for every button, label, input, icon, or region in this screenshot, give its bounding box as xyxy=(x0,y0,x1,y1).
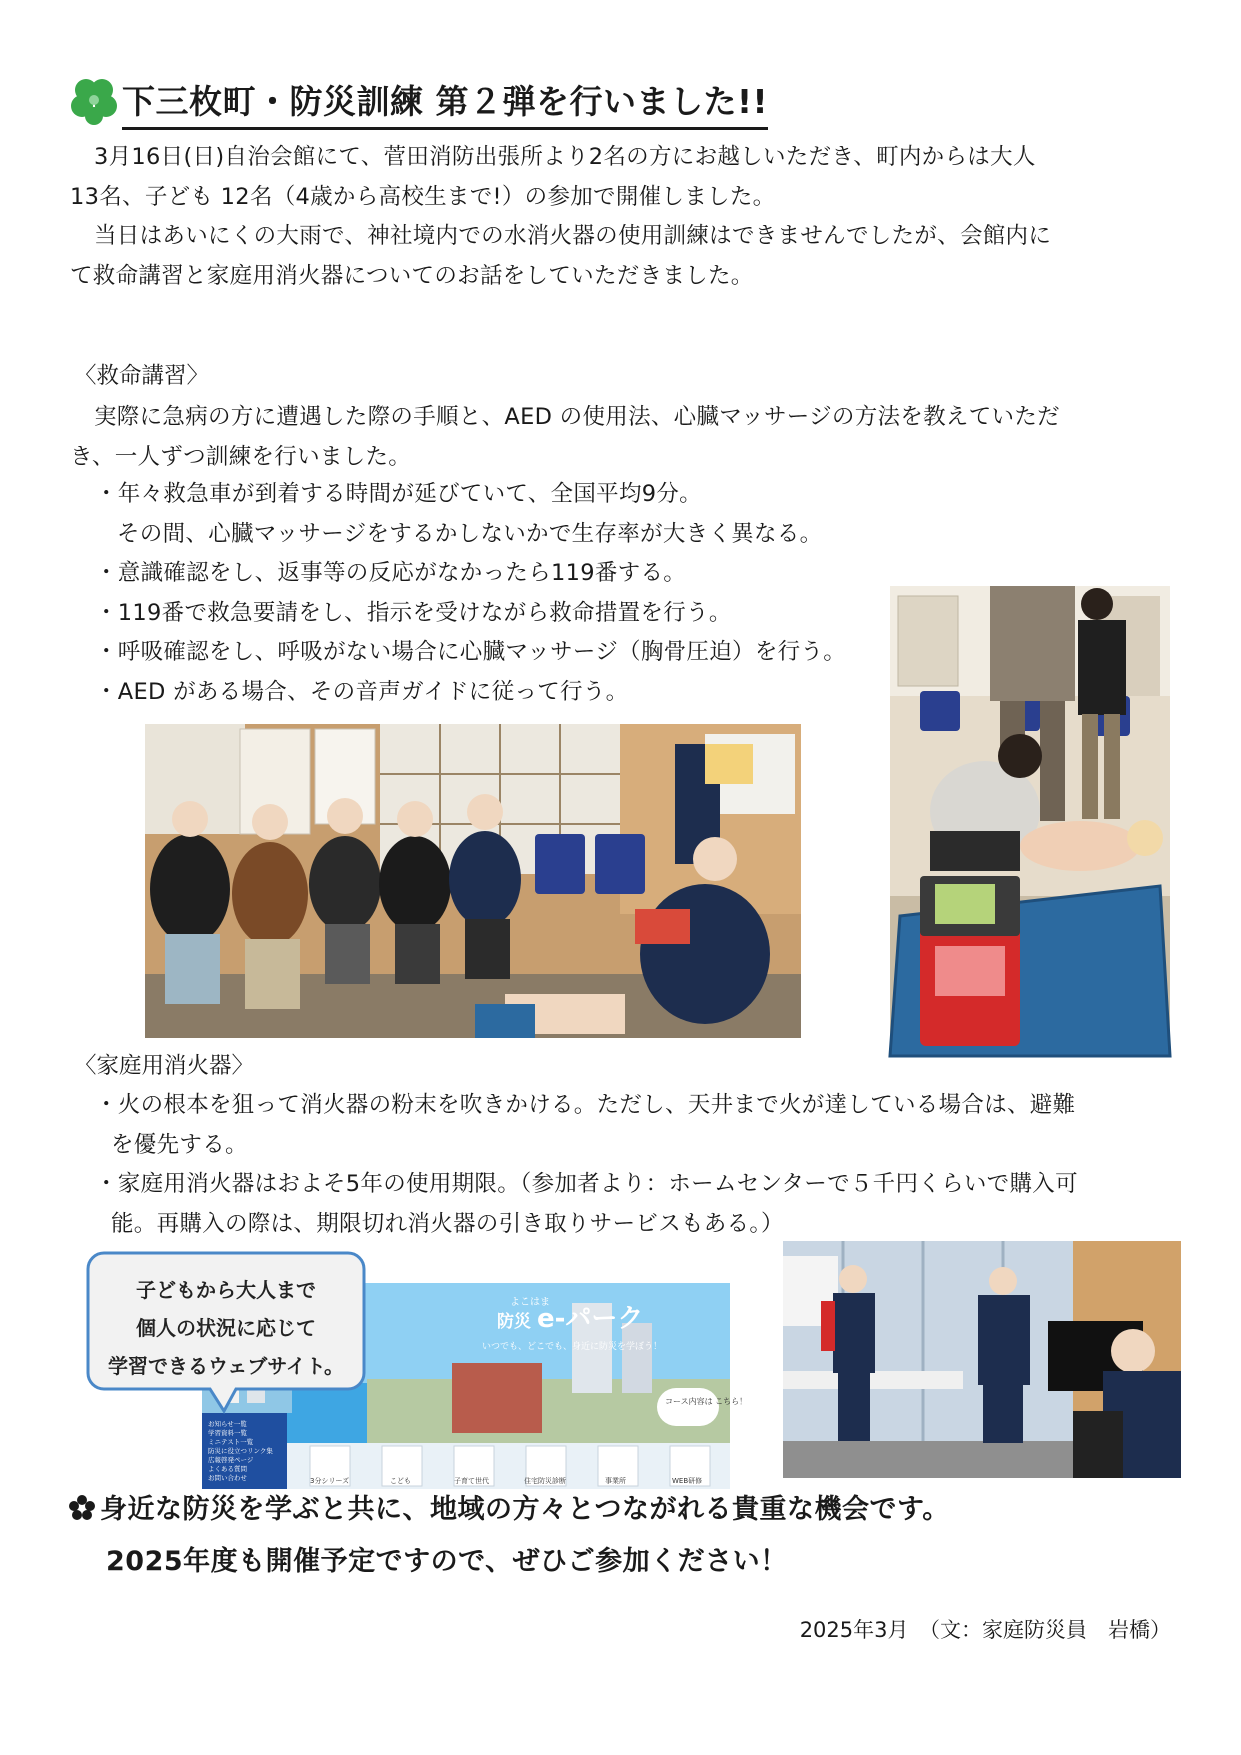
site-tagline: いつでも、どこでも、身近に防災を学ぼう！ xyxy=(482,1342,663,1352)
bubble-line: 個人の状況に応じて xyxy=(136,1316,316,1340)
site-link[interactable]: ミニテスト一覧 xyxy=(208,1438,254,1446)
site-tile[interactable]: 子育て世代 xyxy=(454,1477,489,1485)
site-tile[interactable]: 3分シリーズ xyxy=(310,1477,350,1485)
bullet-item: ・家庭用消火器はおよそ5年の使用期限。（参加者より：ホームセンターで５千円くらいで購入可 xyxy=(95,1171,1078,1198)
intro-line: て救命講習と家庭用消火器についてのお話をしていただきました。 xyxy=(70,262,754,289)
cpr-practice-photo xyxy=(890,586,1170,1056)
closing-text: 身近な防災を学ぶと共に、地域の方々とつながれる貴重な機会です。 xyxy=(100,1494,950,1525)
bullet-item: ・呼吸確認をし、呼吸がない場合に心臓マッサージ（胸骨圧迫）を行う。 xyxy=(95,639,847,666)
bullet-item: ・119番で救急要請をし、指示を受けながら救命措置を行う。 xyxy=(95,599,732,626)
site-link[interactable]: 学習資料一覧 xyxy=(208,1429,247,1437)
closing-line-1 xyxy=(68,1484,950,1536)
bubble-line: 学習できるウェブサイト。 xyxy=(108,1354,344,1378)
extinguisher-heading: 〈家庭用消火器〉 xyxy=(74,1053,255,1079)
extinguisher-bullets xyxy=(95,1086,1078,1244)
site-link[interactable]: 防災に役立つリンク集 xyxy=(208,1447,273,1455)
bullet-item: を優先する。 xyxy=(111,1131,248,1158)
site-tile[interactable]: こども xyxy=(390,1477,411,1485)
bullet-item: ・年々救急車が到着する時間が延びていて、全国平均9分。 xyxy=(95,481,702,507)
lifesaving-heading: 〈救命講習〉 xyxy=(74,363,210,389)
site-link[interactable]: お知らせ一覧 xyxy=(208,1420,247,1428)
lifesaving-bullets xyxy=(95,475,846,713)
lecture-photo xyxy=(145,724,801,1038)
bullet-item: その間、心臓マッサージをするかしないかで生存率が大きく異なる。 xyxy=(117,520,823,547)
bullet-item: ・AED がある場合、その音声ガイドに従って行う。 xyxy=(95,678,629,705)
bullet-item: 能。再購入の際は、期限切れ消火器の引き取りサービスもある。） xyxy=(111,1210,784,1237)
site-tile[interactable]: 住宅防災診断 xyxy=(524,1477,566,1485)
lifesaving-line: 実際に急病の方に遭遇した際の手順と、AED の使用法、心臓マッサージの方法を教えていただ xyxy=(94,404,1060,430)
site-tile[interactable]: WEB研修 xyxy=(672,1477,703,1485)
intro-line: 3月16日(日)自治会館にて、菅田消防出張所より2名の方にお越しいただき、町内からは大人 xyxy=(94,144,1036,170)
lifesaving-paragraph xyxy=(70,398,1180,477)
speech-bubble xyxy=(86,1249,374,1417)
closing-text: 2025年度も開催予定ですので、ぜひご参加ください！ xyxy=(106,1546,788,1577)
signoff: 2025年3月 （文：家庭防災員 岩橋） xyxy=(799,1618,1171,1642)
bullet-item: ・火の根本を狙って消火器の粉末を吹きかける。ただし、天井まで火が達している場合は、避難 xyxy=(95,1092,1076,1118)
site-link[interactable]: よくある質問 xyxy=(208,1465,247,1473)
site-link[interactable]: お問い合わせ xyxy=(208,1474,247,1482)
site-top-small: よこはま xyxy=(510,1297,550,1308)
intro-paragraph xyxy=(70,138,1180,296)
site-tile[interactable]: 事業所 xyxy=(605,1477,626,1485)
extinguisher-talk-photo xyxy=(783,1241,1181,1478)
closing-message xyxy=(68,1484,950,1588)
flower-icon xyxy=(68,1494,96,1522)
intro-line: 当日はあいにくの大雨で、神社境内での水消火器の使用訓練はできませんでしたが、会館内に xyxy=(94,223,1052,250)
site-link[interactable]: 広報啓発ページ xyxy=(208,1456,254,1464)
intro-line: 13名、子ども 12名（4歳から高校生まで!）の参加で開催しました。 xyxy=(70,183,776,210)
page-title: 下三枚町・防災訓練 第２弾を行いました!! xyxy=(122,76,768,130)
site-brand: e-パーク xyxy=(537,1304,644,1334)
clover-icon xyxy=(64,72,124,132)
lifesaving-line: き、一人ずつ訓練を行いました。 xyxy=(70,443,412,470)
bullet-item: ・意識確認をし、返事等の反応がなかったら119番する。 xyxy=(95,560,687,587)
site-brand-left: 防災 xyxy=(497,1312,531,1332)
bubble-line: 子どもから大人まで xyxy=(136,1278,316,1302)
course-note: コース内容は こちら！ xyxy=(665,1397,748,1406)
